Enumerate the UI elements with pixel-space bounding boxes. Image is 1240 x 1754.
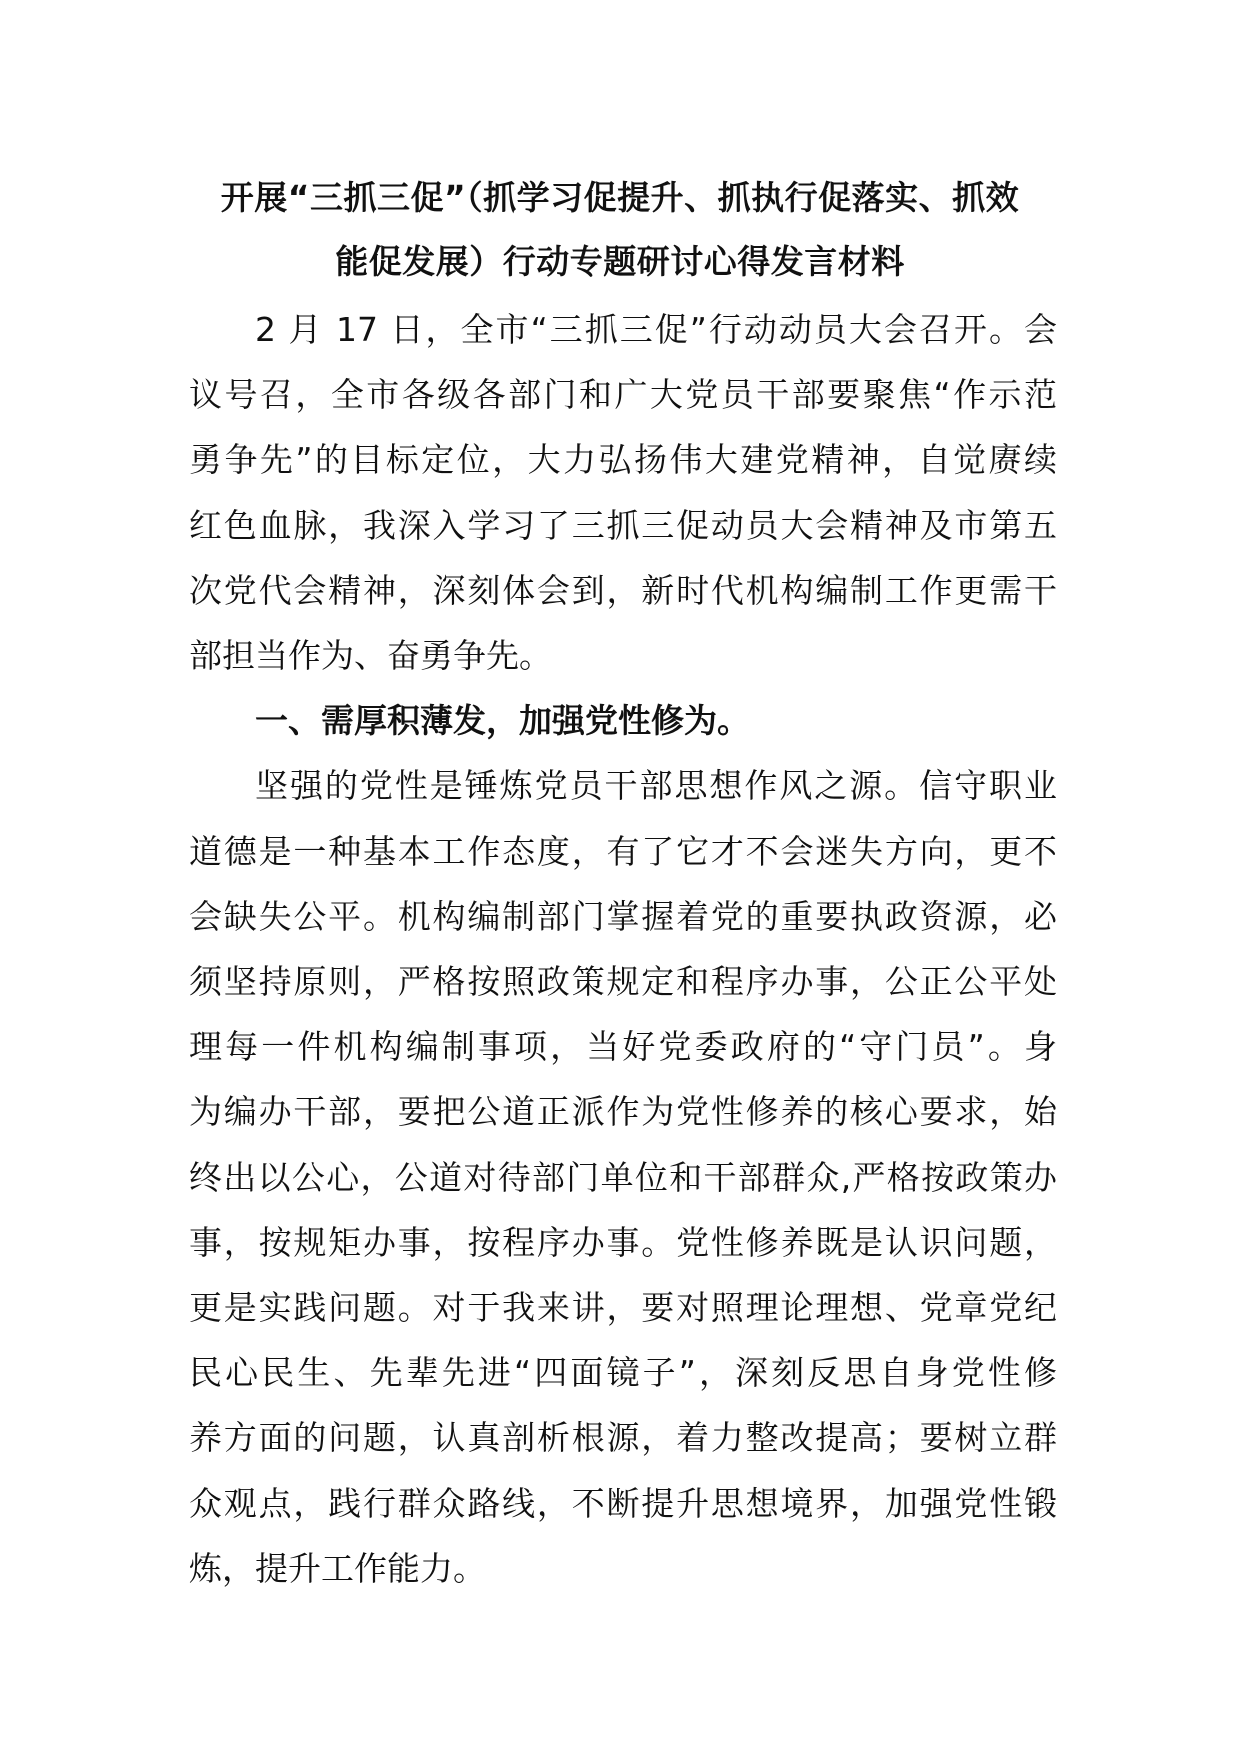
- paragraph-line: 炼，提升工作能力。: [189, 1548, 486, 1588]
- paragraph-line: 为编办干部，要把公道正派作为党性修养的核心要求，始: [189, 1092, 1057, 1132]
- paragraph-line: 会缺失公平。机构编制部门掌握着党的重要执政资源，必: [189, 896, 1057, 936]
- paragraph-line: 红色血脉，我深入学习了三抓三促动员大会精神及市第五: [189, 505, 1057, 545]
- paragraph-line: 2 月 17 日，全市“三抓三促”行动动员大会召开。会: [255, 310, 1057, 349]
- paragraph-line: 勇争先”的目标定位，大力弘扬伟大建党精神，自觉赓续: [189, 440, 1057, 480]
- document-title: [170, 166, 1070, 294]
- section-paragraph: [189, 753, 1057, 1601]
- paragraph-line: 众观点，践行群众路线，不断提升思想境界，加强党性锻: [189, 1483, 1057, 1523]
- paragraph-line: 事，按规矩办事，按程序办事。党性修养既是认识问题，: [189, 1222, 1057, 1262]
- intro-paragraph: [189, 297, 1057, 688]
- document-body: [189, 297, 1057, 1601]
- paragraph-line: 民心民生、先辈先进“四面镜子”，深刻反思自身党性修: [189, 1353, 1057, 1393]
- paragraph-line: 须坚持原则，严格按照政策规定和程序办事，公正公平处: [189, 962, 1057, 1002]
- paragraph-line: 更是实践问题。对于我来讲，要对照理论理想、党章党纪: [189, 1288, 1057, 1328]
- paragraph-line: 理每一件机构编制事项，当好党委政府的“守门员”。身: [189, 1027, 1057, 1067]
- section-heading: 一、需厚积薄发，加强党性修为。: [255, 701, 750, 741]
- title-line-1: 开展“三抓三促”（抓学习促提升、抓执行促落实、抓效: [220, 178, 1020, 217]
- paragraph-line: 部担当作为、奋勇争先。: [189, 636, 552, 676]
- paragraph-line: 坚强的党性是锤炼党员干部思想作风之源。信守职业: [255, 766, 1057, 806]
- title-line-2: 能促发展）行动专题研讨心得发言材料: [335, 242, 905, 281]
- paragraph-line: 终出以公心，公道对待部门单位和干部群众,严格按政策办: [189, 1157, 1057, 1197]
- paragraph-line: 议号召，全市各级各部门和广大党员干部要聚焦“作示范: [189, 375, 1057, 415]
- paragraph-line: 养方面的问题，认真剖析根源，着力整改提高；要树立群: [189, 1418, 1057, 1458]
- paragraph-line: 道德是一种基本工作态度，有了它才不会迷失方向，更不: [189, 831, 1057, 871]
- paragraph-line: 次党代会精神，深刻体会到，新时代机构编制工作更需干: [189, 570, 1057, 610]
